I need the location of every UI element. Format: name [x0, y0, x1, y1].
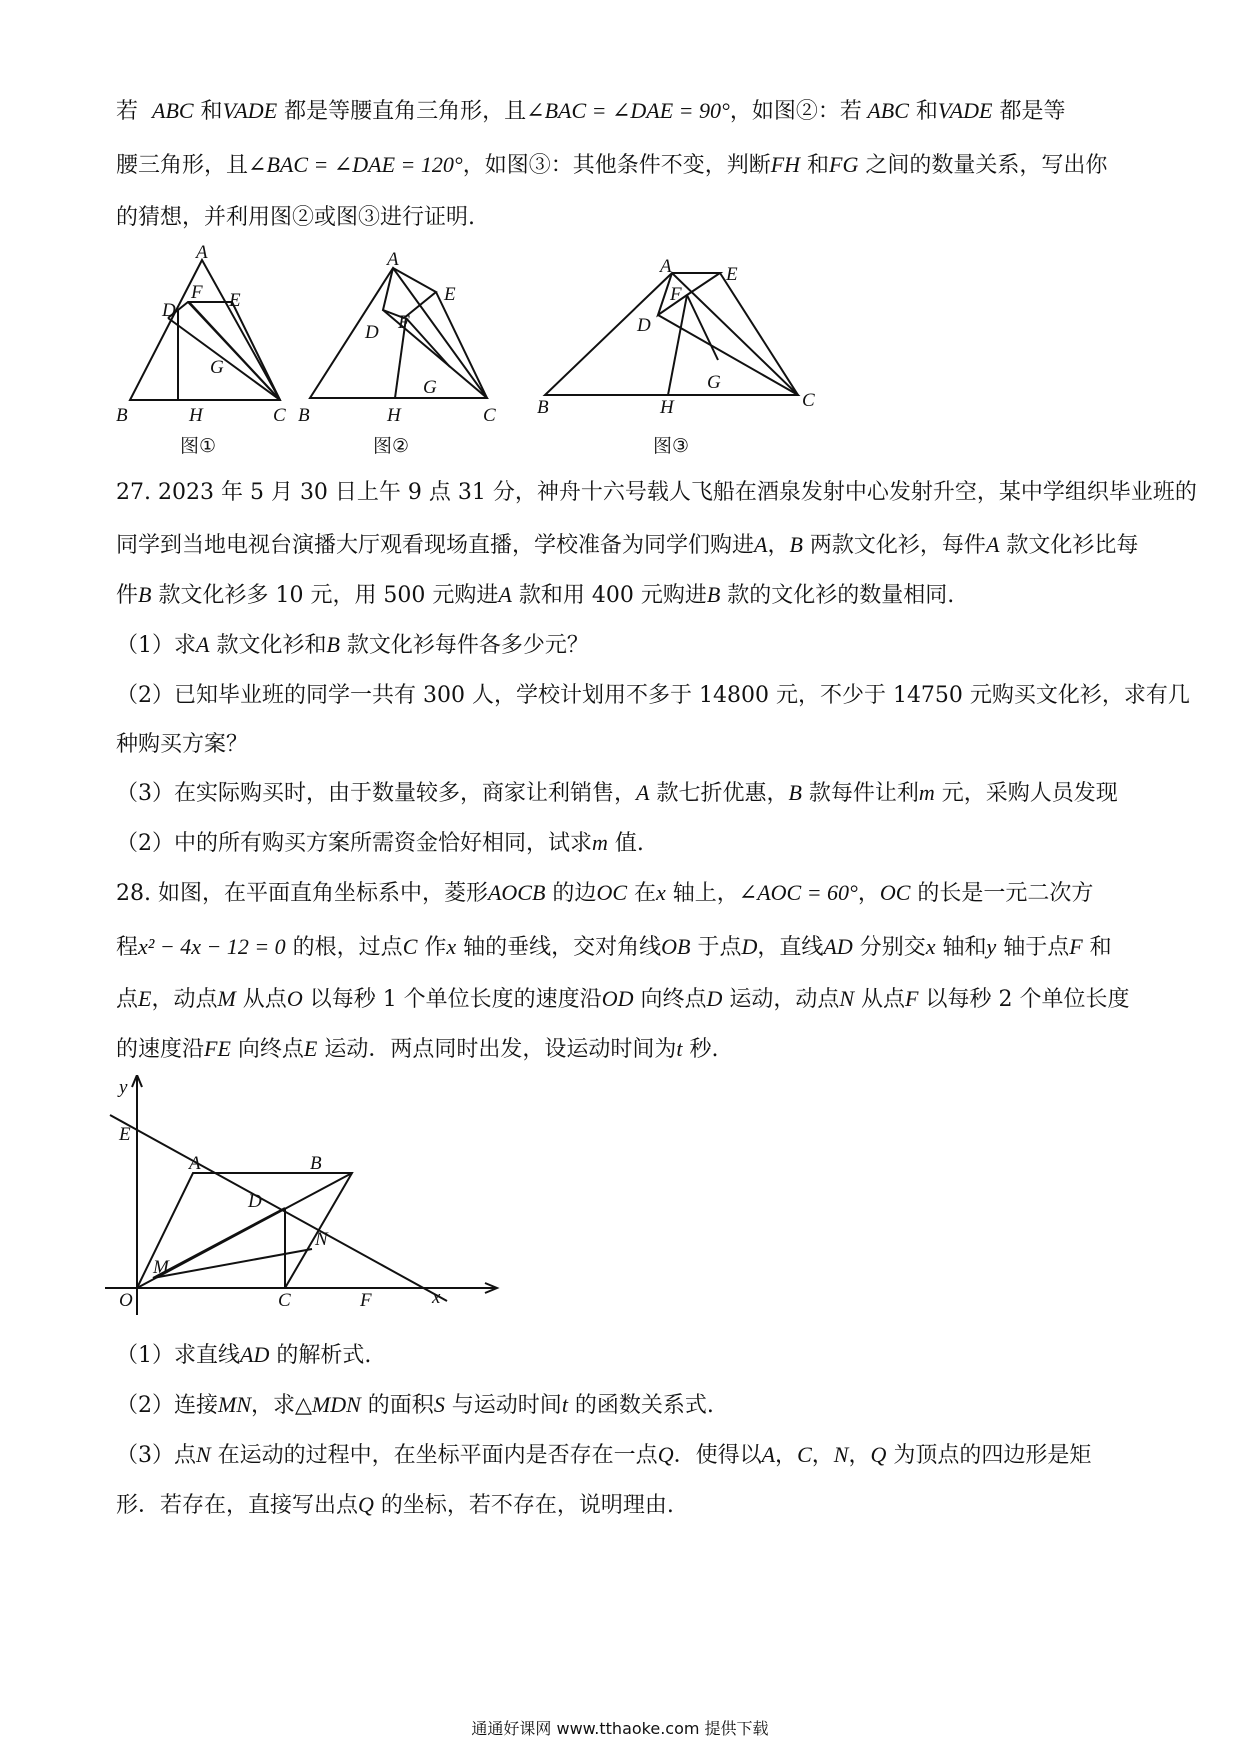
svg-text:D: D: [637, 315, 651, 336]
svg-text:y: y: [119, 1077, 128, 1098]
q28-part-3-cont: 形．若存在，直接写出点Q 的坐标，若不存在，说明理由.: [116, 1492, 674, 1518]
svg-text:G: G: [210, 357, 224, 378]
q27-line-2: 同学到当地电视台演播大厅观看现场直播，学校准备为同学们购进A，B 两款文化衫，每件A 款文化衫比每: [116, 532, 1139, 558]
svg-text:D: D: [365, 322, 379, 343]
q26-line-2: 腰三角形，且∠BAC = ∠DAE = 120°，如图③：其他条件不变，判断FH 和FG 之间的数量关系，写出你: [116, 152, 1108, 178]
q27-part-2-cont: 种购买方案？: [116, 732, 249, 757]
svg-text:G: G: [707, 372, 721, 393]
q28-line-4: 的速度沿FE 向终点E 运动．两点同时出发，设运动时间为t 秒.: [116, 1036, 719, 1062]
q26-line-3: 的猜想，并利用图②或图③进行证明.: [116, 205, 475, 230]
svg-text:A: A: [196, 242, 208, 263]
q28-part-2: （2）连接MN，求△MDN 的面积S 与运动时间t 的函数关系式.: [116, 1392, 714, 1418]
svg-text:F: F: [360, 1290, 372, 1311]
svg-text:B: B: [537, 397, 549, 418]
svg-text:C: C: [483, 405, 496, 426]
segment-mn: [153, 1249, 312, 1278]
svg-text:H: H: [189, 405, 203, 426]
figure-1-caption: 图①: [180, 435, 217, 457]
svg-text:B: B: [310, 1153, 322, 1174]
svg-text:F: F: [670, 284, 682, 305]
figure-2-caption: 图②: [373, 435, 410, 457]
q27-line-3: 件B 款文化衫多 10 元，用 500 元购进A 款和用 400 元购进B 款的文化衫的数量相同.: [116, 582, 955, 608]
svg-text:E: E: [444, 284, 456, 305]
q27-part-3-cont: （2）中的所有购买方案所需资金恰好相同，试求m 值.: [116, 830, 644, 856]
q27-line-1: 27. 2023 年 5 月 30 日上午 9 点 31 分，神舟十六号载人飞船在酒泉发射中心发射升空，某中学组织毕业班的: [116, 480, 1197, 505]
q26-line-1: 若 ABC 和VADE 都是等腰直角三角形，且∠BAC = ∠DAE = 90°，如图②：若 ABC 和VADE 都是等: [116, 98, 1066, 124]
coordinate-figure: [105, 1075, 505, 1320]
figure-3-caption: 图③: [653, 435, 690, 457]
page-footer: 通通好课网 www.tthaoke.com 提供下载: [471, 1719, 769, 1738]
svg-text:O: O: [119, 1290, 133, 1311]
svg-text:x: x: [432, 1287, 441, 1308]
q28-line-3: 点E，动点M 从点O 以每秒 1 个单位长度的速度沿OD 向终点D 运动，动点N 从点F 以每秒 2 个单位长度: [116, 986, 1130, 1012]
figure-3: [537, 256, 815, 457]
svg-text:F: F: [398, 312, 410, 333]
q27-part-1: （1）求A 款文化衫和B 款文化衫每件各多少元？: [116, 632, 589, 658]
triangle-figures: [105, 240, 1025, 470]
svg-text:B: B: [116, 405, 128, 426]
q27-part-2: （2）已知毕业班的同学一共有 300 人，学校计划用不多于 14800 元，不少于 14750 元购买文化衫，求有几: [116, 683, 1190, 708]
q28-line-1: 28. 如图，在平面直角坐标系中，菱形AOCB 的边OC 在x 轴上，∠AOC = 60°，OC 的长是一元二次方: [116, 880, 1094, 906]
svg-text:E: E: [229, 290, 241, 311]
svg-text:H: H: [660, 397, 674, 418]
figure-2: [298, 249, 496, 457]
svg-text:G: G: [423, 377, 437, 398]
svg-text:E: E: [119, 1124, 131, 1145]
svg-text:C: C: [802, 390, 815, 411]
svg-text:E: E: [726, 264, 738, 285]
svg-text:B: B: [298, 405, 310, 426]
q27-part-3: （3）在实际购买时，由于数量较多，商家让利销售，A 款七折优惠，B 款每件让利m 元，采购人员发现: [116, 780, 1118, 806]
svg-text:M: M: [153, 1257, 169, 1278]
svg-text:A: A: [387, 249, 399, 270]
svg-text:D: D: [248, 1191, 262, 1212]
svg-text:A: A: [660, 256, 672, 277]
svg-text:H: H: [387, 405, 401, 426]
segment-md: [153, 1208, 285, 1278]
q28-part-1: （1）求直线AD 的解析式.: [116, 1342, 372, 1368]
svg-text:C: C: [273, 405, 286, 426]
q28-line-2: 程x² − 4x − 12 = 0 的根，过点C 作x 轴的垂线，交对角线OB 于点D，直线AD 分别交x 轴和y 轴于点F 和: [116, 934, 1112, 960]
svg-text:F: F: [191, 282, 203, 303]
svg-text:D: D: [162, 300, 176, 321]
svg-text:N: N: [315, 1229, 328, 1250]
svg-text:C: C: [278, 1290, 291, 1311]
svg-text:A: A: [189, 1153, 201, 1174]
figure-1: [116, 242, 286, 457]
q28-part-3: （3）点N 在运动的过程中，在坐标平面内是否存在一点Q．使得以A，C，N，Q 为顶点的四边形是矩: [116, 1442, 1092, 1468]
